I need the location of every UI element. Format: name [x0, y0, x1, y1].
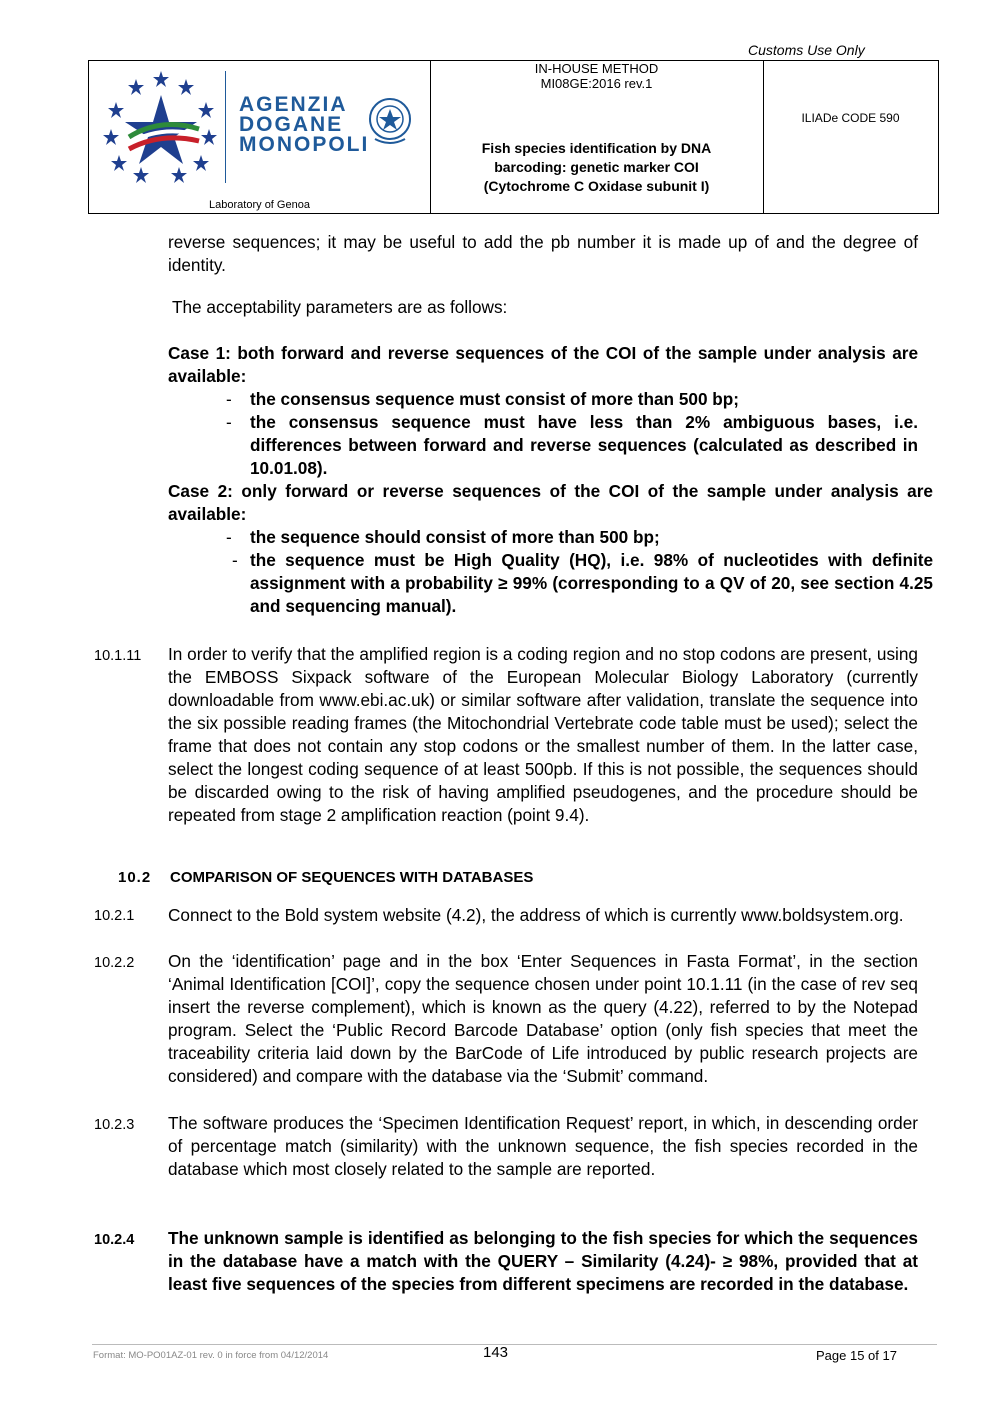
agency-name [239, 95, 369, 155]
case2-heading: Case 2: only forward or reverse sequences of the COI of the sample under analysis are available: [168, 481, 933, 524]
method-title [440, 139, 753, 196]
agency-logo [97, 67, 422, 189]
case1-item2 [250, 411, 918, 480]
paragraph-10-2-1: Connect to the Bold system website (4.2), the address of which is currently www.boldsystem.org. [168, 905, 904, 925]
case1-item1: the consensus sequence must consist of more than 500 bp; [250, 389, 740, 409]
agency-name-line2: DOGANE [239, 113, 344, 136]
republic-seal-icon [367, 93, 413, 149]
paragraph-10-2-2: On the ‘identification’ page and in the box ‘Enter Sequences in Fasta Format’, in the section ‘Animal Identification [COI]’, copy the sequence chosen under point 10.1.11 (in the case of rev seq insert the reverse complement), which is known as the query (4.22), referred to by the Notepad program. Select the ‘Public Record Barcode Database’ option (only fish species that meet the traceability criteria laid down by the BarCode of Life introduced by public research projects are considered) and compare with the database via the ‘Submit’ command. [168, 951, 918, 1086]
footer-divider [92, 1344, 937, 1345]
page-number: Page 15 of 17 [816, 1348, 897, 1363]
dash: - [226, 389, 232, 409]
section-number: 10.1.11 [94, 648, 142, 664]
case1-heading: Case 1: both forward and reverse sequences of the COI of the sample under analysis are available: [168, 343, 918, 386]
customs-use-only: Customs Use Only [748, 42, 865, 58]
iliade-code: ILIADe CODE 590 [801, 111, 900, 125]
method-line2: MI08GE:2016 rev.1 [540, 76, 653, 91]
lab-name: Laboratory of Genoa [209, 199, 310, 211]
dash: - [232, 550, 238, 570]
section-number: 10.2.3 [94, 1117, 135, 1133]
document-header [88, 60, 939, 214]
dash: - [226, 527, 232, 547]
agency-name-line1: AGENZIA [239, 93, 348, 116]
method-title-line3: (Cytochrome C Oxidase subunit I) [483, 178, 710, 194]
header-method-cell [430, 61, 764, 213]
paragraph-10-1-11: In order to verify that the amplified region is a coding region and no stop codons are present, using the EMBOSS Sixpack software of the European Molecular Biology Laboratory (currently downloadable from www.ebi.ac.uk) or similar software after validation, translate the sequence into the six possible reading frames (the Mitochondrial Vertebrate code table must be used); select the frame that does not contain any stop codons or the smallest number of them. In the latter case, select the longest coding sequence of at least 500pb. If this is not possible, the sequences should be discarded owing to the risk of having amplified pseudogenes, and the procedure should be repeated from stage 2 amplification reaction (point 9.4). [168, 644, 918, 825]
intro-paragraph: reverse sequences; it may be useful to add the pb number it is made up of and the degree of identity. [168, 232, 918, 275]
paragraph-10-2-3: The software produces the ‘Specimen Identification Request’ report, in which, in descending order of percentage match (similarity) with the unknown sequence, the fish species recorded in the database which most closely related to the sample are reported. [168, 1113, 918, 1179]
footer-format: Format: MO-PO01AZ-01 rev. 0 in force from 04/12/2014 [93, 1350, 329, 1361]
paragraph-10-2-4: The unknown sample is identified as belonging to the fish species for which the sequences in the database have a match with the QUERY – Similarity (4.24)- ≥ 98%, provided that at least five sequences of the species from different specimens are recorded in the database. [168, 1228, 918, 1294]
dash: - [226, 412, 232, 432]
header-logo-cell [89, 61, 431, 213]
eu-stars-icon [101, 67, 221, 185]
footer-center-number: 143 [483, 1344, 509, 1361]
method-title-line1: Fish species identification by DNA [481, 140, 712, 156]
agency-name-line3: MONOPOLI [239, 133, 370, 156]
case2-item2: the sequence must be High Quality (HQ), i.e. 98% of nucleotides with definite assignment with a probability ≥ 99% (corresponding to a QV of 20, see section 4.25 and sequencing manual). [250, 550, 933, 616]
section-10-2-heading: COMPARISON OF SEQUENCES WITH DATABASES [170, 869, 534, 886]
acceptability-intro: The acceptability parameters are as follows: [172, 297, 508, 317]
method-id [430, 61, 763, 91]
method-line1: IN-HOUSE METHOD [534, 61, 659, 76]
section-number: 10.2.4 [94, 1232, 135, 1248]
section-number: 10.2.2 [94, 955, 135, 971]
logo-divider [225, 71, 226, 183]
case2-item1: the sequence should consist of more than 500 bp; [250, 527, 660, 547]
method-title-line2: barcoding: genetic marker COI [494, 159, 699, 175]
section-10-2-number: 10.2 [118, 869, 152, 886]
case1-item2-text: the consensus sequence must have less than 2% ambiguous bases, i.e. differences between forward and reverse sequences (calculated as described in 10.01.08). [250, 412, 918, 478]
section-number: 10.2.1 [94, 908, 135, 924]
header-code-cell [763, 61, 938, 213]
